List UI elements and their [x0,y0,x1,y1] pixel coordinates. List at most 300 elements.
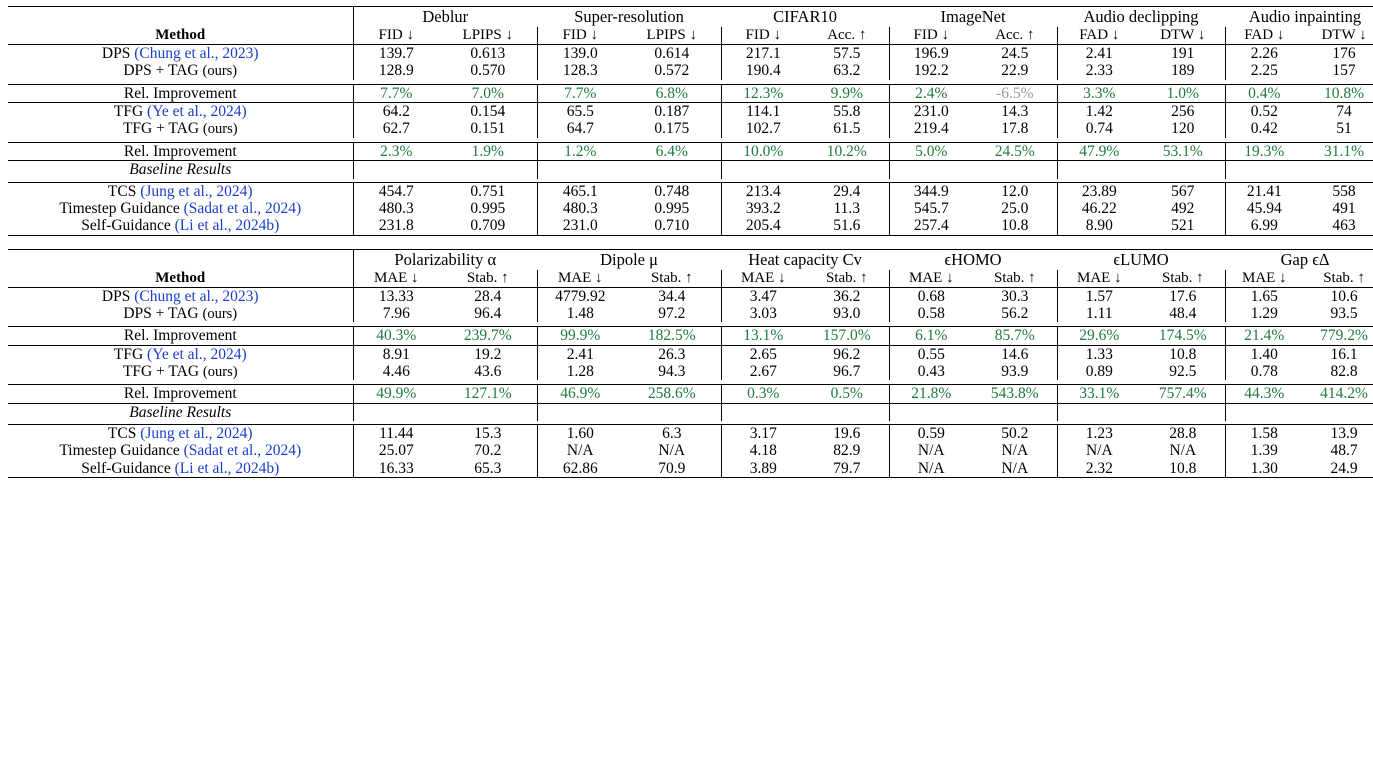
method-name: TFG + TAG [122,363,200,381]
cell: 0.52 [1225,103,1303,120]
cell: 231.0 [537,217,623,235]
cell: 0.74 [1057,120,1141,137]
cell: 19.6 [833,425,861,443]
cell: 157 [1332,62,1356,80]
row-label [8,45,353,62]
cell: 1.11 [1057,305,1141,322]
cell: 14.3 [1001,103,1029,121]
table-gap [8,236,1365,249]
table-row [8,288,1373,305]
cell: 0.572 [654,62,690,80]
cell: 157.0% [822,327,871,345]
cell: 6.8% [655,84,688,102]
cell: -6.5% [996,84,1034,102]
cell: 70.9 [658,459,686,477]
cell: 46.9% [537,385,623,403]
cell: 757.4% [1158,385,1207,403]
row-label [8,62,353,79]
cell: 7.7% [353,85,439,103]
cell: 1.2% [537,143,623,161]
cell: 3.3% [1057,85,1141,103]
cell: 10.8 [1169,345,1197,363]
cell: 393.2 [721,200,805,217]
cell: 0.59 [889,425,973,442]
cell: 31.1% [1324,142,1365,160]
cell: 28.4 [474,287,502,305]
cell: 205.4 [721,217,805,235]
group-header: Audio declipping [1083,7,1199,26]
cell: 102.7 [721,120,805,137]
cell: 44.3% [1225,385,1303,403]
cell: 465.1 [537,183,623,200]
cell: N/A [658,442,686,460]
cell: 1.29 [1225,305,1303,322]
table2-subheader-row [8,270,1373,288]
cell: 22.9 [1001,62,1029,80]
group-header: ϵHOMO [944,249,1002,269]
col-header: Stab. ↑ [1323,269,1365,286]
cell: 182.5% [647,327,696,345]
cell: 21.8% [889,385,973,403]
method-name: TFG [113,345,144,363]
cell: 1.48 [537,305,623,322]
col-header: FID ↓ [889,27,973,45]
cell: 114.1 [721,103,805,120]
col-header: FID ↓ [353,27,439,45]
cell: 64.7 [537,120,623,137]
table2-top-rule [8,249,1373,270]
col-header: Stab. ↑ [1161,269,1204,286]
cell: 2.25 [1225,62,1303,79]
cell: 21.41 [1225,183,1303,200]
cell: 231.0 [889,103,973,120]
cell: 61.5 [833,120,861,138]
cell: 7.7% [537,85,623,103]
cell: 0.613 [470,45,506,62]
cell: 46.22 [1057,200,1141,217]
group-header: Super-resolution [574,7,684,26]
cell: 10.8 [1001,217,1029,235]
table-row [8,385,1373,403]
cell: 414.2% [1320,385,1368,403]
cell: 29.4 [833,182,861,200]
cell: 64.2 [353,103,439,120]
cell: 51.6 [833,217,861,235]
col-header: Stab. ↑ [466,269,509,286]
cell: 257.4 [889,217,973,235]
cell: 6.99 [1225,217,1303,235]
ours-tag: (ours) [202,305,238,322]
cell: 213.4 [721,183,805,200]
cell: 10.2% [826,142,867,160]
cell: 1.57 [1057,288,1141,305]
col-header: DTW ↓ [1321,27,1367,43]
citation: (Chung et al., 2023) [134,287,259,305]
cell: 174.5% [1158,327,1207,345]
cell: 2.3% [353,143,439,161]
cell: 1.33 [1057,346,1141,363]
cell: N/A [1057,442,1141,459]
cell: 36.2 [833,287,861,305]
table-row [8,143,1373,161]
cell: 0.4% [1225,85,1303,103]
cell: 26.3 [658,345,686,363]
cell: 558 [1332,182,1356,200]
citation: (Jung et al., 2024) [140,425,253,443]
cell: 10.0% [721,143,805,161]
cell: 3.17 [721,425,805,442]
method-name: TCS [107,425,137,443]
cell: 51 [1336,120,1352,138]
cell: 8.90 [1057,217,1141,235]
col-header: FID ↓ [537,27,623,45]
table-row [8,327,1373,345]
cell: 50.2 [1001,425,1029,443]
citation: (Sadat et al., 2024) [183,199,302,217]
cell: 190.4 [721,62,805,79]
method-name: DPS [101,45,131,62]
cell: 480.3 [537,200,623,217]
cell: 0.709 [470,217,506,235]
col-header: FAD ↓ [1057,27,1141,45]
cell: 463 [1332,217,1356,235]
cell: 0.995 [654,199,690,217]
cell: 2.67 [721,363,805,380]
method-name: DPS [101,287,131,305]
method-name: TFG + TAG [122,120,200,138]
cell: 0.89 [1057,363,1141,380]
cell: 127.1% [463,385,512,403]
cell: 480.3 [353,200,439,217]
col-header: MAE ↓ [1057,270,1141,288]
cell: 543.8% [990,385,1039,403]
cell: 0.55 [889,346,973,363]
cell: 62.86 [537,460,623,478]
cell: 13.9 [1330,425,1358,443]
cell: 0.151 [470,120,506,138]
col-header: FAD ↓ [1225,27,1303,45]
cell: 8.91 [353,346,439,363]
cell: 13.33 [353,288,439,305]
cell: 25.0 [1001,199,1029,217]
col-header: MAE ↓ [353,270,439,288]
cell: 258.6% [647,385,696,403]
cell: 70.2 [474,442,502,460]
cell: 40.3% [353,327,439,345]
cell: 99.9% [537,327,623,345]
cell: 57.5 [833,45,861,62]
cell: 6.1% [889,327,973,345]
section-label: Baseline Results [129,403,232,421]
cell: 4779.92 [537,288,623,305]
cell: 1.39 [1225,442,1303,459]
cell: 92.5 [1169,363,1197,381]
cell: 24.5% [994,142,1035,160]
table-row [8,442,1373,459]
cell: 48.7 [1330,442,1358,460]
cell: 2.65 [721,346,805,363]
col-header: Acc. ↑ [995,27,1035,43]
cell: 189 [1171,62,1195,80]
col-header: Stab. ↑ [650,269,693,286]
cell: 65.5 [537,103,623,120]
cell: 219.4 [889,120,973,137]
citation: (Sadat et al., 2024) [183,442,302,460]
results-table-image-audio [8,6,1373,236]
cell: 1.40 [1225,346,1303,363]
row-label [8,460,353,478]
cell: 19.3% [1225,143,1303,161]
cell: 1.30 [1225,460,1303,478]
cell: 47.9% [1057,143,1141,161]
cell: 2.41 [537,346,623,363]
cell: 9.9% [830,84,863,102]
table1-top-rule [8,7,1373,28]
cell: 10.8% [1324,84,1365,102]
citation: (Jung et al., 2024) [140,182,253,200]
cell: 34.4 [658,287,686,305]
col-header: MAE ↓ [537,270,623,288]
cell: 0.3% [721,385,805,403]
cell: 128.9 [353,62,439,79]
ours-tag: (ours) [202,63,238,80]
cell: 48.4 [1169,304,1197,322]
ours-tag: (ours) [202,121,238,138]
cell: 94.3 [658,363,686,381]
cell: 56.2 [1001,304,1029,322]
citation: (Chung et al., 2023) [134,45,259,62]
cell: 45.94 [1225,200,1303,217]
method-name: Self-Guidance [81,217,171,235]
cell: 176 [1332,45,1356,62]
cell: 12.3% [721,85,805,103]
cell: 0.187 [654,103,690,121]
cell: 344.9 [889,183,973,200]
cell: 545.7 [889,200,973,217]
cell: 62.7 [353,120,439,137]
cell: 1.58 [1225,425,1303,442]
cell: 10.8 [1169,459,1197,477]
group-header: CIFAR10 [773,7,837,26]
cell: 15.3 [474,425,502,443]
cell: 21.4% [1225,327,1303,345]
col-header: LPIPS ↓ [646,27,697,43]
cell: 49.9% [353,385,439,403]
method-name: Timestep Guidance [59,442,180,460]
row-label: Rel. Improvement [123,385,237,403]
section-label: Baseline Results [129,161,232,179]
cell: 33.1% [1057,385,1141,403]
table-row [8,305,1373,322]
cell: 96.2 [833,345,861,363]
cell: 96.7 [833,363,861,381]
method-name: Self-Guidance [81,459,171,477]
col-header: MAE ↓ [1225,270,1303,288]
cell: 53.1% [1162,142,1203,160]
row-label [8,183,353,200]
cell: 191 [1171,45,1195,62]
cell: 3.47 [721,288,805,305]
table-row [8,183,1373,200]
cell: 0.154 [470,103,506,121]
method-name: Timestep Guidance [59,199,180,217]
cell: 139.7 [353,45,439,62]
cell: 28.8 [1169,425,1197,443]
cell: 12.0 [1001,182,1029,200]
method-name: DPS + TAG [123,62,199,80]
cell: 3.03 [721,305,805,322]
col-header: FID ↓ [721,27,805,45]
col-header: DTW ↓ [1160,27,1206,43]
method-name: DPS + TAG [123,304,199,322]
cell: 4.46 [353,363,439,380]
group-header: Dipole μ [600,249,658,269]
table-row [8,460,1373,478]
cell: 63.2 [833,62,861,80]
cell: 2.26 [1225,45,1303,62]
cell: N/A [1001,459,1029,477]
row-label: Rel. Improvement [123,142,237,160]
col-header: Stab. ↑ [993,269,1036,286]
group-header: Audio inpainting [1248,7,1362,26]
cell: 7.96 [353,305,439,322]
citation: (Li et al., 2024b) [174,217,280,235]
row-label [8,442,353,459]
cell: 74 [1336,103,1352,121]
row-label [8,120,353,137]
cell: 1.65 [1225,288,1303,305]
cell: 779.2% [1320,327,1368,345]
table-row [8,85,1373,103]
table-row [8,103,1373,120]
cell: 192.2 [889,62,973,79]
cell: 0.78 [1225,363,1303,380]
row-label [8,103,353,120]
col-header: LPIPS ↓ [462,27,513,43]
section-row [8,404,1373,421]
citation: (Ye et al., 2024) [147,345,247,363]
cell: 0.614 [654,45,690,62]
cell: 43.6 [474,363,502,381]
cell: 82.8 [1330,363,1358,381]
cell: 10.6 [1330,287,1358,305]
cell: 19.2 [474,345,502,363]
cell: 521 [1171,217,1195,235]
col-header: MAE ↓ [721,270,805,288]
table1-subheader-row [8,27,1373,45]
ours-tag: (ours) [202,364,238,381]
cell: 139.0 [537,45,623,62]
cell: 29.6% [1057,327,1141,345]
cell: 2.32 [1057,460,1141,478]
cell: N/A [1169,442,1197,460]
table-row [8,62,1373,79]
table-row [8,346,1373,363]
row-label [8,346,353,363]
row-label [8,363,353,380]
cell: 1.0% [1166,84,1199,102]
table-row [8,45,1373,62]
col-header: MAE ↓ [889,270,973,288]
cell: 196.9 [889,45,973,62]
method-column-header: Method [155,27,206,43]
cell: 454.7 [353,183,439,200]
cell: 93.0 [833,304,861,322]
cell: 82.9 [833,442,861,460]
cell: 491 [1332,199,1356,217]
citation: (Ye et al., 2024) [147,103,247,121]
cell: 0.68 [889,288,973,305]
cell: 2.41 [1057,45,1141,62]
citation: (Li et al., 2024b) [174,459,280,477]
method-column-header: Method [155,269,206,286]
group-header: ImageNet [940,7,1006,26]
cell: 96.4 [474,304,502,322]
cell: N/A [889,442,973,459]
cell: 3.89 [721,460,805,478]
table2-bottom-rule [8,478,1373,479]
group-header: Deblur [353,7,537,28]
table-row [8,120,1373,137]
cell: 2.4% [889,85,973,103]
section-row [8,161,1373,178]
cell: 217.1 [721,45,805,62]
cell: 492 [1171,199,1195,217]
cell: 0.751 [470,182,506,200]
cell: 11.3 [833,199,861,217]
cell: 65.3 [474,459,502,477]
cell: 55.8 [833,103,861,121]
cell: 0.58 [889,305,973,322]
method-name: TFG [113,103,144,121]
group-header: Gap ϵΔ [1280,249,1330,269]
row-label: Rel. Improvement [123,84,237,102]
cell: 1.42 [1057,103,1141,120]
group-header: Heat capacity Cv [748,249,862,269]
cell: 2.33 [1057,62,1141,79]
cell: 1.9% [471,142,504,160]
cell: 0.995 [470,199,506,217]
cell: 11.44 [353,425,439,442]
table-row [8,217,1373,235]
table-row [8,363,1373,380]
cell: 24.9 [1330,459,1358,477]
row-label: Rel. Improvement [123,327,237,345]
cell: 567 [1171,182,1195,200]
cell: 17.8 [1001,120,1029,138]
cell: 24.5 [1001,45,1029,62]
cell: 16.33 [353,460,439,478]
cell: 128.3 [537,62,623,79]
cell: 0.570 [470,62,506,80]
cell: 30.3 [1001,287,1029,305]
cell: 7.0% [471,84,504,102]
results-table-molecules [8,249,1373,479]
method-name: TCS [107,182,137,200]
cell: N/A [1001,442,1029,460]
cell: 1.60 [537,425,623,442]
table-row [8,200,1373,217]
cell: 0.710 [654,217,690,235]
cell: 256 [1171,103,1195,121]
group-header: Polarizability α [353,249,537,270]
cell: 0.43 [889,363,973,380]
group-header: ϵLUMO [1113,249,1169,269]
cell: 4.18 [721,442,805,459]
cell: 1.23 [1057,425,1141,442]
cell: 231.8 [353,217,439,235]
col-header: Acc. ↑ [827,27,867,43]
